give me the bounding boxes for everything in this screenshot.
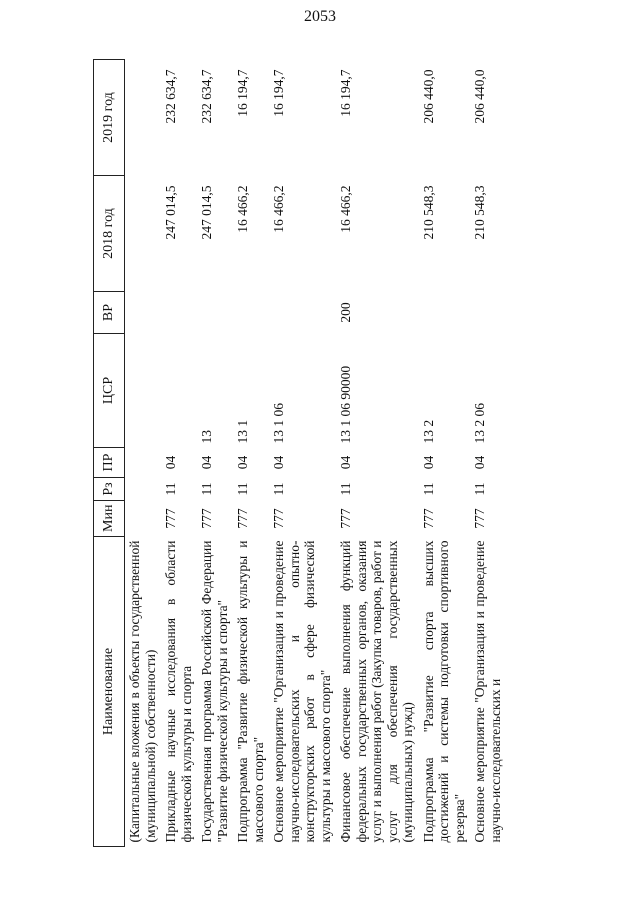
cell-2019: 232 634,7 — [163, 69, 178, 124]
header-vr: ВР — [94, 292, 125, 334]
cell-vr — [197, 292, 233, 334]
cell-rz: 11 — [163, 482, 178, 496]
table-row — [419, 60, 471, 847]
table-row — [161, 60, 197, 847]
cell-name: Основное мероприятие "Организация и проведение научно-исследовательских и — [472, 540, 503, 843]
cell-2018: 16 466,2 — [271, 185, 286, 233]
cell-csr: 13 1 — [235, 419, 250, 444]
cell-pr: 04 — [163, 455, 178, 470]
table-row — [269, 60, 336, 847]
cell-csr: 13 1 06 90000 — [338, 365, 353, 444]
cell-2019: 232 634,7 — [199, 69, 214, 124]
table-header-row — [94, 60, 125, 847]
cell-min: 777 — [163, 508, 178, 529]
cell-pr: 04 — [338, 455, 353, 470]
cell-csr: 13 1 06 — [271, 403, 286, 444]
cell-2018: 210 548,3 — [420, 185, 436, 240]
cell-csr: 13 2 06 — [472, 403, 487, 444]
cell-name: Финансовое обеспечение выполнения функций федеральных государственных органов, оказания услуг и выполнения работ (Закупка товаров, работ и услуг для обеспечения государственных (муниципальных) нужд) — [338, 540, 415, 843]
cell-rz: 11 — [472, 482, 487, 496]
cell-vr — [419, 292, 471, 334]
cell-rz: 11 — [271, 482, 286, 496]
cell-2018 — [125, 176, 162, 292]
header-2018: 2018 год — [94, 176, 125, 292]
header-2019: 2019 год — [94, 60, 125, 176]
cell-vr — [233, 292, 269, 334]
cell-name: Основное мероприятие "Организация и проведение научно-исследовательских и опытно-конструкторских работ в сфере физической культуры и массового спорта" — [271, 540, 333, 843]
cell-pr: 04 — [199, 455, 214, 470]
cell-name: Прикладные научные исследования в области физической культуры и спорта — [163, 540, 194, 843]
table-row — [470, 60, 506, 847]
cell-csr — [161, 334, 197, 448]
cell-2018: 247 014,5 — [199, 185, 214, 240]
cell-rz: 11 — [338, 482, 353, 496]
cell-min: 777 — [271, 508, 286, 529]
table-row — [125, 60, 162, 847]
cell-2019: 16 194,7 — [271, 69, 286, 117]
header-pr: ПР — [94, 448, 125, 478]
cell-2019: 16 194,7 — [338, 69, 353, 117]
table-row — [197, 60, 233, 847]
cell-pr: 04 — [472, 455, 487, 470]
cell-2018: 210 548,3 — [472, 185, 487, 240]
cell-name: Государственная программа Российской Федерации "Развитие физической культуры и спорта" — [199, 540, 230, 843]
cell-pr: 04 — [235, 455, 250, 470]
cell-csr: 13 2 — [420, 419, 436, 444]
cell-pr — [125, 448, 162, 478]
cell-2019 — [125, 60, 162, 176]
header-csr: ЦСР — [94, 334, 125, 448]
cell-name: Подпрограмма "Развитие спорта высших достижений и системы подготовки спортивного резерва" — [420, 540, 467, 843]
cell-2019: 206 440,0 — [420, 69, 436, 124]
cell-2019: 16 194,7 — [235, 69, 250, 117]
cell-vr — [470, 292, 506, 334]
cell-2018: 16 466,2 — [338, 185, 353, 233]
cell-csr: 13 — [199, 430, 214, 444]
cell-min — [125, 501, 162, 537]
cell-min: 777 — [472, 508, 487, 529]
cell-name: Подпрограмма "Развитие физической культуры и массового спорта" — [235, 540, 266, 843]
header-rz: Рз — [94, 478, 125, 501]
cell-rz: 11 — [235, 482, 250, 496]
cell-min: 777 — [199, 508, 214, 529]
cell-rz: 11 — [199, 482, 214, 496]
cell-vr: 200 — [338, 302, 353, 323]
cell-2018: 247 014,5 — [163, 185, 178, 240]
page-number: 2053 — [304, 8, 336, 25]
table-row — [336, 60, 419, 847]
cell-2019: 206 440,0 — [472, 69, 487, 124]
cell-rz: 11 — [420, 482, 436, 496]
header-name: Наименование — [94, 537, 125, 847]
cell-min: 777 — [235, 508, 250, 529]
cell-csr — [125, 334, 162, 448]
cell-2018: 16 466,2 — [235, 185, 250, 233]
table-row — [233, 60, 269, 847]
cell-pr: 04 — [271, 455, 286, 470]
cell-rz — [125, 478, 162, 501]
rotated-budget-table-container — [93, 60, 583, 847]
cell-vr — [161, 292, 197, 334]
cell-vr — [269, 292, 336, 334]
cell-name: (Капитальные вложения в объекты государственной (муниципальной) собственности) — [127, 540, 158, 843]
budget-table — [93, 59, 506, 847]
cell-pr: 04 — [420, 455, 436, 470]
header-min: Мин — [94, 501, 125, 537]
cell-min: 777 — [420, 508, 436, 529]
table-body — [125, 60, 507, 847]
cell-min: 777 — [338, 508, 353, 529]
cell-vr — [125, 292, 162, 334]
